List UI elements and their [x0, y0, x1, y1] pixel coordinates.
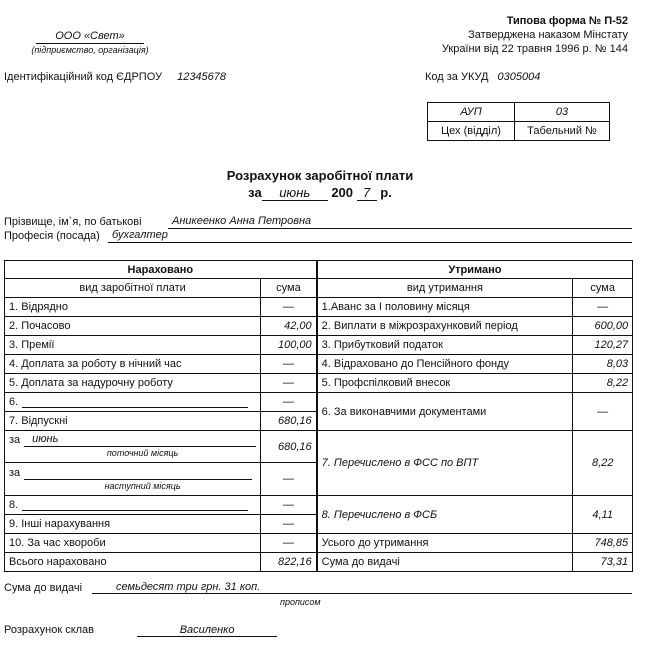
withheld-sum: 120,27	[573, 336, 633, 355]
withheld-sum: 4,11	[573, 496, 633, 534]
company-block	[6, 30, 174, 56]
ukud-label: Код за УКУД	[425, 71, 489, 83]
department-label: Цех (відділ)	[428, 122, 515, 141]
current-month-sum: 680,16	[261, 431, 317, 463]
personnel-number-label: Табельний №	[515, 122, 610, 141]
document-period	[0, 185, 640, 201]
accrued-sum: 100,00	[261, 336, 317, 355]
accrued-label: 1. Відрядно	[5, 298, 261, 317]
table-row	[5, 393, 633, 412]
payroll-table	[4, 260, 633, 572]
payout-words-value: семьдесят три грн. 31 коп.	[92, 581, 632, 594]
accrued-label	[5, 393, 261, 412]
accrued-sum: —	[261, 534, 317, 553]
withheld-sum: 8,22	[573, 374, 633, 393]
withheld-total-label: Усього до утримання	[317, 534, 573, 553]
col-withheld-sum: сума	[573, 279, 633, 298]
table-row	[5, 534, 633, 553]
withheld-label: 7. Перечислено в ФСС по ВПТ	[317, 431, 573, 496]
period-year-digit: 7	[357, 185, 377, 201]
accrued-sum: —	[261, 496, 317, 515]
accrued-label: 4. Доплата за роботу в нічний час	[5, 355, 261, 374]
withheld-label: 3. Прибутковий податок	[317, 336, 573, 355]
withheld-label: 4. Відраховано до Пенсійного фонду	[317, 355, 573, 374]
withheld-label: 1.Аванс за I половину місяця	[317, 298, 573, 317]
za-label: за	[9, 434, 21, 446]
accrued-sum: —	[261, 515, 317, 534]
row8-blank	[22, 500, 248, 511]
signature-row	[4, 624, 277, 637]
table-row	[5, 431, 633, 463]
col-withhold-type: вид утримання	[317, 279, 573, 298]
payout-words-caption: прописом	[280, 597, 321, 607]
current-month-caption: поточний місяць	[106, 448, 179, 458]
table-row	[5, 298, 633, 317]
accrued-label: 2. Почасово	[5, 317, 261, 336]
accrued-sum: 680,16	[261, 412, 317, 431]
table-row	[5, 553, 633, 572]
next-month-sum: —	[261, 463, 317, 496]
period-za: за	[248, 185, 262, 200]
row8-label: 8.	[9, 499, 19, 511]
accrued-label: 10. За час хвороби	[5, 534, 261, 553]
payout-label-cell: Сума до видачі	[317, 553, 573, 572]
name-value: Аникеенко Анна Петровна	[168, 214, 632, 229]
company-name: ООО «Свет»	[36, 30, 144, 44]
col-pay-type: вид заробітної плати	[5, 279, 261, 298]
current-month-value: июнь	[24, 433, 256, 447]
period-year-prefix: 200	[331, 185, 354, 200]
position-value: бухгалтер	[108, 228, 632, 243]
approval-line-1: Затверджена наказом Мінстату	[468, 29, 628, 41]
accrued-label	[5, 496, 261, 515]
table-row	[5, 374, 633, 393]
withheld-label: 5. Профспілковий внесок	[317, 374, 573, 393]
period-year-suffix: р.	[380, 185, 392, 200]
signature-value: Василенко	[137, 624, 277, 637]
period-month: июнь	[262, 185, 328, 201]
accrued-total-sum: 822,16	[261, 553, 317, 572]
name-label: Прізвище, ім`я, по батькові	[4, 216, 142, 228]
withheld-sum: 8,22	[573, 431, 633, 496]
form-number: Типова форма № П-52	[506, 15, 628, 27]
table-row	[5, 355, 633, 374]
accrued-total-label: Всього нараховано	[5, 553, 261, 572]
accrued-label: 9. Інші нарахування	[5, 515, 261, 534]
approval-line-2: України від 22 травня 1996 р. № 144	[441, 43, 628, 55]
ukud-row	[425, 71, 540, 83]
next-month-blank	[24, 469, 252, 480]
withheld-sum: —	[573, 393, 633, 431]
position-label: Професія (посада)	[4, 230, 100, 242]
col-accrued-sum: сума	[261, 279, 317, 298]
payout-words-row	[4, 582, 632, 594]
document-title: Розрахунок заробітної плати	[226, 168, 414, 183]
edrpou-label: Ідентифікаційний код ЄДРПОУ	[4, 71, 163, 83]
withheld-label: 8. Перечислено в ФСБ	[317, 496, 573, 534]
row6-label: 6.	[9, 396, 19, 408]
name-row	[4, 215, 632, 229]
table-row	[5, 317, 633, 336]
withheld-label: 2. Виплати в міжрозрахунковий період	[317, 317, 573, 336]
accrued-header: Нараховано	[5, 261, 317, 279]
withheld-sum: 600,00	[573, 317, 633, 336]
accrued-label: 5. Доплата за надурочну роботу	[5, 374, 261, 393]
table-row	[5, 336, 633, 355]
department-table	[427, 102, 610, 141]
za-label: за	[9, 467, 21, 479]
table-row	[5, 496, 633, 515]
position-row	[4, 229, 632, 243]
ukud-value: 0305004	[497, 71, 541, 83]
withheld-header: Утримано	[317, 261, 633, 279]
edrpou-row	[4, 71, 226, 83]
company-caption: (підприємство, організація)	[31, 45, 149, 55]
row6-blank	[22, 397, 248, 408]
accrued-label: 7. Відпускні	[5, 412, 261, 431]
accrued-sum: 42,00	[261, 317, 317, 336]
withheld-label: 6. За виконавчими документами	[317, 393, 573, 431]
withheld-total-sum: 748,85	[573, 534, 633, 553]
current-month-cell	[5, 431, 261, 463]
withheld-sum: 8,03	[573, 355, 633, 374]
withheld-sum: —	[573, 298, 633, 317]
payout-words-label: Сума до видачі	[4, 582, 83, 594]
accrued-sum: —	[261, 374, 317, 393]
department-value: АУП	[428, 103, 515, 122]
edrpou-value: 12345678	[177, 71, 227, 83]
personnel-number-value: 03	[515, 103, 610, 122]
accrued-label: 3. Премії	[5, 336, 261, 355]
payout-sum-cell: 73,31	[573, 553, 633, 572]
next-month-caption: наступний місяць	[104, 481, 181, 491]
next-month-cell	[5, 463, 261, 496]
form-header	[442, 14, 628, 56]
signature-label: Розрахунок склав	[4, 624, 95, 636]
accrued-sum: —	[261, 298, 317, 317]
accrued-sum: —	[261, 355, 317, 374]
accrued-sum: —	[261, 393, 317, 412]
